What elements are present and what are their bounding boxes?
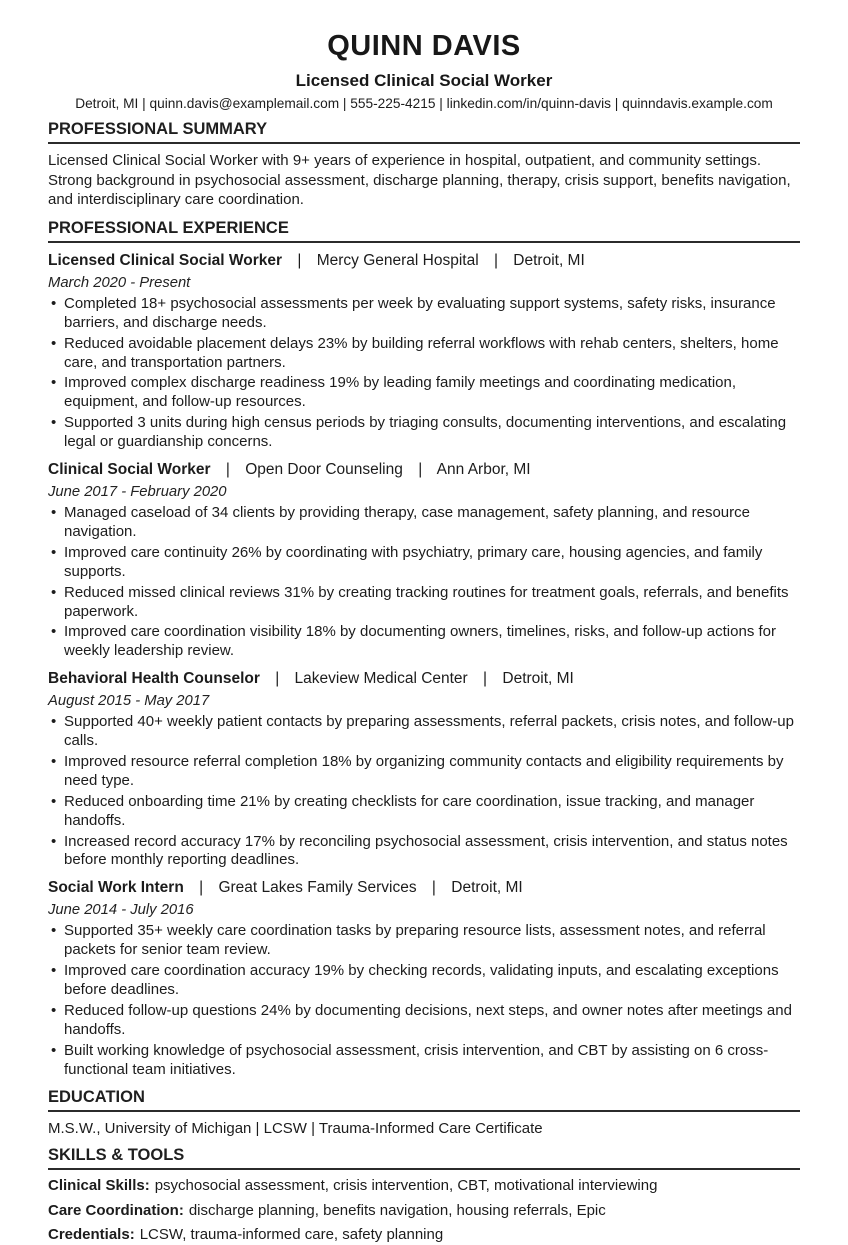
summary-heading: PROFESSIONAL SUMMARY (48, 120, 800, 144)
bullet-item (48, 1002, 800, 1040)
job-location: Detroit, MI (513, 251, 585, 269)
section-summary (48, 120, 800, 210)
bullet-icon: • (51, 962, 57, 980)
job-company: Open Door Counseling (245, 461, 403, 479)
bullet-icon: • (51, 1041, 57, 1059)
job-dates: June 2014 - July 2016 (48, 902, 194, 919)
job-title: Behavioral Health Counselor (48, 670, 260, 688)
education-heading: EDUCATION (48, 1088, 800, 1112)
bullet-text: Improved complex discharge readiness 19% by leading family meetings and coordinating medication, equipment, and follow-up resources. (64, 374, 737, 411)
bullet-text: Improved resource referral completion 18% by organizing community contacts and eligibility requirements by need type. (64, 752, 784, 789)
job-bullets (48, 713, 800, 870)
job-entry (48, 670, 800, 870)
bullet-text: Improved care continuity 26% by coordinating with psychiatry, primary care, housing agencies, and family supports. (64, 543, 763, 580)
bullet-item (48, 584, 800, 622)
job-location: Ann Arbor, MI (436, 461, 531, 479)
bullet-item (48, 335, 800, 373)
separator-pipe: | (199, 879, 204, 897)
candidate-title: Licensed Clinical Social Worker (295, 71, 553, 90)
job-dates: March 2020 - Present (48, 274, 191, 291)
skill-text: LCSW, trauma-informed care, safety planning (139, 1225, 444, 1243)
job-entry (48, 461, 800, 661)
job-title: Clinical Social Worker (48, 461, 211, 479)
bullet-icon: • (51, 294, 57, 312)
bullet-icon: • (51, 792, 57, 810)
bullet-icon: • (51, 374, 57, 392)
bullet-text: Improved care coordination accuracy 19% by checking records, validating inputs, and escalating exceptions before deadlines. (64, 962, 779, 998)
resume-header (48, 30, 800, 111)
bullet-item (48, 623, 800, 661)
candidate-name: QUINN DAVIS (327, 30, 521, 62)
job-entry (48, 252, 800, 452)
bullet-text: Supported 3 units during high census periods by triaging consults, documenting interventions, and escalating legal or guardianship concerns. (64, 414, 787, 451)
skills-heading: SKILLS & TOOLS (48, 1146, 800, 1170)
skill-line (48, 1176, 800, 1196)
bullet-text: Reduced follow-up questions 24% by documenting decisions, next steps, and owner notes after meetings and handoffs. (64, 1001, 792, 1038)
skill-text: psychosocial assessment, crisis intervention, CBT, motivational interviewing (154, 1177, 658, 1195)
experience-jobs (48, 252, 800, 1080)
job-title: Licensed Clinical Social Worker (48, 251, 283, 269)
job-location: Detroit, MI (502, 670, 574, 688)
bullet-icon: • (51, 623, 57, 641)
bullet-icon: • (51, 414, 57, 432)
bullet-item (48, 414, 800, 452)
summary-text: Licensed Clinical Social Worker with 9+ years of experience in hospital, outpatient, and community settings. Strong background in psychosocial assessment, discharge planning, therapy, crisis support, benefits navigation, and interdisciplinary care coordination. (48, 152, 791, 209)
skill-line (48, 1201, 800, 1221)
bullet-item (48, 793, 800, 831)
job-bullets (48, 922, 800, 1079)
job-entry (48, 879, 800, 1079)
bullet-text: Completed 18+ psychosocial assessments per week by evaluating support systems, safety risks, insurance barriers, and discharge needs. (64, 294, 776, 331)
skill-text: discharge planning, benefits navigation, housing referrals, Epic (188, 1201, 606, 1219)
bullet-icon: • (51, 832, 57, 850)
bullet-item (48, 962, 800, 1000)
bullet-text: Improved care coordination visibility 18% by documenting owners, timelines, risks, and follow-up actions for weekly leadership review. (64, 623, 776, 660)
bullet-text: Supported 40+ weekly patient contacts by preparing assessments, referral packets, crisis notes, and follow-up calls. (64, 713, 794, 750)
bullet-item (48, 544, 800, 582)
job-dates: June 2017 - February 2020 (48, 484, 227, 501)
bullet-icon: • (51, 504, 57, 522)
section-education (48, 1088, 800, 1137)
experience-heading: PROFESSIONAL EXPERIENCE (48, 219, 800, 243)
separator-pipe: | (493, 251, 498, 269)
skill-label: Clinical Skills: (48, 1177, 150, 1195)
contact-line: Detroit, MI | quinn.davis@examplemail.com | 555-225-4215 | linkedin.com/in/quinn-davis | quinndavis.example.com (75, 96, 773, 111)
bullet-item (48, 833, 800, 871)
skills-list (48, 1176, 800, 1245)
bullet-icon: • (51, 543, 57, 561)
job-header (48, 461, 800, 479)
job-header (48, 252, 800, 270)
bullet-text: Built working knowledge of psychosocial assessment, crisis intervention, and CBT by assisting on 6 cross-functional team initiatives. (64, 1041, 769, 1078)
bullet-item (48, 713, 800, 751)
bullet-icon: • (51, 1001, 57, 1019)
skill-label: Credentials: (48, 1225, 135, 1243)
job-company: Lakeview Medical Center (294, 670, 468, 688)
job-header (48, 670, 800, 688)
bullet-text: Reduced avoidable placement delays 23% by building referral workflows with rehab centers, shelters, home care, and transportation partners. (64, 334, 779, 371)
bullet-icon: • (51, 334, 57, 352)
bullet-text: Reduced missed clinical reviews 31% by creating tracking routines for treatment goals, referrals, and benefits paperwork. (64, 583, 789, 620)
separator-pipe: | (225, 461, 230, 479)
job-header (48, 879, 800, 897)
job-location: Detroit, MI (451, 879, 523, 897)
bullet-text: Reduced onboarding time 21% by creating checklists for care coordination, issue tracking, and manager handoffs. (64, 792, 755, 829)
section-experience (48, 219, 800, 1080)
bullet-item (48, 753, 800, 791)
skill-line (48, 1225, 800, 1245)
separator-pipe: | (431, 879, 436, 897)
skill-label: Care Coordination: (48, 1201, 184, 1219)
bullet-icon: • (51, 583, 57, 601)
bullet-icon: • (51, 752, 57, 770)
job-title: Social Work Intern (48, 879, 184, 897)
bullet-icon: • (51, 713, 57, 731)
bullet-item (48, 295, 800, 333)
separator-pipe: | (483, 670, 488, 688)
education-text: M.S.W., University of Michigan | LCSW | Trauma-Informed Care Certificate (48, 1120, 543, 1138)
bullet-item (48, 374, 800, 412)
separator-pipe: | (418, 461, 423, 479)
separator-pipe: | (275, 670, 280, 688)
bullet-text: Increased record accuracy 17% by reconciling psychosocial assessment, crisis intervention, and status notes before monthly reporting deadlines. (64, 832, 788, 869)
job-dates: August 2015 - May 2017 (48, 693, 210, 710)
separator-pipe: | (297, 251, 302, 269)
bullet-text: Supported 35+ weekly care coordination tasks by preparing resource lists, assessment notes, and referral packets for senior team review. (64, 922, 766, 959)
bullet-item (48, 504, 800, 542)
bullet-item (48, 922, 800, 960)
job-company: Mercy General Hospital (316, 251, 479, 269)
bullet-item (48, 1042, 800, 1080)
job-company: Great Lakes Family Services (218, 879, 417, 897)
section-skills (48, 1146, 800, 1245)
bullet-text: Managed caseload of 34 clients by providing therapy, case management, safety planning, and resource navigation. (64, 504, 750, 540)
job-bullets (48, 295, 800, 452)
job-bullets (48, 504, 800, 661)
bullet-icon: • (51, 922, 57, 940)
